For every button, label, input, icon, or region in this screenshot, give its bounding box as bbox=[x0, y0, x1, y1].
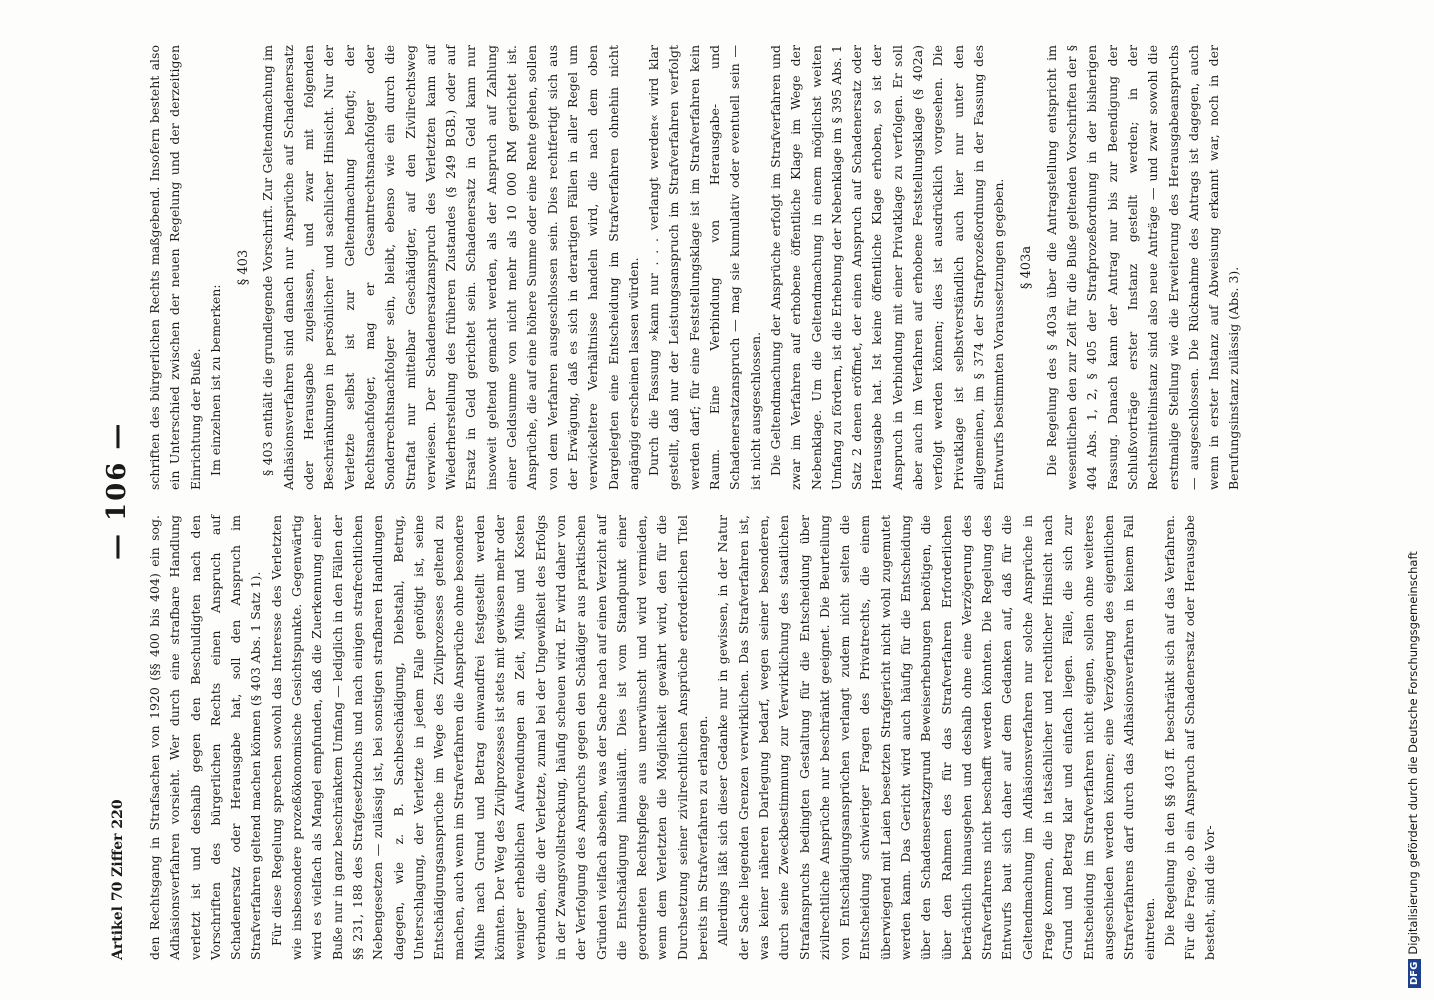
digitization-footer bbox=[1400, 0, 1430, 1000]
paragraph: Die Regelung in den §§ 403 ff. beschränkt sich auf das Verfahren. Für die Frage, ob ein Anspruch auf Schadenersatz oder Herausgabe besteht, sind die Vor- bbox=[1161, 515, 1218, 960]
article-reference: Artikel 70 Ziffer 220 bbox=[110, 799, 126, 960]
paragraph: § 403 enthält die grundlegende Vorschrift. Zur Geltendmachung im Adhäsionsverfahren sind danach nur Ansprüche auf Schadenersatz oder Herausgabe zugelassen, und zwar mit folgenden Beschränkungen in persönlicher und sachlicher Hinsicht. Nur der Verletzte selbst ist zur Geltendmachung befugt; der Rechtsnachfolger, mag er Gesamtrechtsnachfolger oder Sonderrechtsnachfolger sein, bleibt, ebenso wie ein durch die Straftat nur mittelbar Geschädigter, auf den Zivilrechtsweg verwiesen. Der Schadenersatzanspruch des Verletzten kann auf Wiederherstellung des früheren Zustandes (§ 249 BGB.) oder auf Ersatz in Geld gerichtet sein. Schadenersatz in Geld kann nur insoweit geltend gemacht werden, als der Anspruch auf Zahlung einer Geldsumme von nicht mehr als 10 000 RM gerichtet ist. Ansprüche, die auf eine höhere Summe oder eine Rente gehen, sollen von dem Verfahren ausgeschlossen sein. Dies rechtfertigt sich aus der Erwägung, daß es sich in derartigen Fällen in aller Regel um verwickeltere Verhältnisse handeln wird, die nach dem oben Dargelegten eine Entscheidung im Strafverfahren ohnehin nicht angängig erscheinen lassen würden. bbox=[260, 45, 641, 490]
paragraph: Die Regelung des § 403a über die Antragstellung entspricht im wesentlichen den zur Zeit für die Buße geltenden Vorschriften der § 404 Abs. 1, 2, § 405 der Strafprozeßordnung in der bisherigen Fassung. Danach kann der Antrag nur bis zur Beendigung der Schlußvorträge erster Instanz gestellt werden; in der Rechtsmittelinstanz sind also neue Anträge — und zwar sowohl die erstmalige Stellung wie die Erweiterung des Herausgabeanspruchs — ausgeschlossen. Die Rücknahme des Antrags ist dagegen, auch wenn in erster Instanz auf Abweisung erkannt war, noch in der Berufungsinstanz zulässig (Abs. 3). bbox=[1043, 45, 1242, 490]
right-text-column bbox=[145, 45, 1245, 490]
paragraph: Im einzelnen ist zu bemerken: bbox=[207, 284, 223, 476]
section-heading: § 403a bbox=[1019, 245, 1035, 290]
paragraph: den Rechtsgang in Strafsachen von 1920 (§§ 400 bis 404) ein sog. Adhäsionsverfahren vorsieht. Wer durch eine strafbare Handlung verletzt ist und deshalb gegen den Beschuldigten nach den Vorschriften des bürgerlichen Rechts einen Anspruch auf Schadenersatz oder Herausgabe hat, soll den Anspruch im Strafverfahren geltend machen können (§ 403 Abs. 1 Satz 1). bbox=[147, 515, 264, 960]
paragraph: schriften des bürgerlichen Rechts maßgebend. Insofern besteht also ein Unterschied zwischen der neuen Regelung und der derzeitigen Einrichtung der Buße. bbox=[147, 45, 203, 490]
footer-credit bbox=[1406, 551, 1421, 988]
left-text-column bbox=[145, 515, 1221, 960]
paragraph: Die Geltendmachung der Ansprüche erfolgt im Strafverfahren und zwar im Verfahren auf erhobene öffentliche Klage im Wege der Nebenklage. Um die Geltendmachung in einem möglichst weiten Umfang zu fördern, ist die Erhebung der Nebenklage im § 395 Abs. 1 Satz 2 denen eröffnet, der einen Anspruch auf Schadenersatz oder Herausgabe hat. Ist keine öffentliche Klage erhoben, so ist der Anspruch in Verbindung mit einer Privatklage zu verfolgen. Er soll aber auch im Verfahren auf erhobene Feststellungsklage (§ 402a) verfolgt werden können; dies ist ausdrücklich vorgesehen. Die Privatklage ist selbstverständlich auch hier nur unter den allgemeinen, im § 374 der Strafprozeßordnung in der Fassung des Entwurfs bestimmten Voraussetzungen gegeben. bbox=[767, 45, 1007, 490]
page-header bbox=[102, 0, 138, 1000]
page-number: — 106 — bbox=[102, 421, 132, 560]
footer-text: Digitalisierung gefördert durch die Deutsche Forschungsgemeinschaft bbox=[1406, 551, 1420, 955]
paragraph: Durch die Fassung »kann nur . . . verlangt werden« wird klar gestellt, daß nur der Leistungsanspruch im Strafverfahren verfolgt werden darf; für eine Feststellungsklage ist im Strafverfahren kein Raum. Eine Verbindung von Herausgabe- und Schadenersatzanspruch — mag sie kumulativ oder eventuell sein — ist nicht ausgeschlossen. bbox=[646, 45, 763, 490]
paragraph: Für diese Regelung sprechen sowohl das Interesse des Verletzten wie insbesondere prozeßökonomische Gesichtspunkte. Gegenwärtig wird es vielfach als Mangel empfunden, daß die Zuerkennung einer Buße nur in ganz beschränktem Umfang — lediglich in den Fällen der §§ 231, 188 des Strafgesetzbuchs und nach einigen strafrechtlichen Nebengesetzen — zulässig ist, bei sonstigen strafbaren Handlungen dagegen, wie z. B. Sachbeschädigung, Diebstahl, Betrug, Unterschlagung, der Verletzte in jedem Falle genötigt ist, seine Entschädigungsansprüche im Wege des Zivilprozesses geltend zu machen, auch wenn im Strafverfahren die Ansprüche ohne besondere Mühe nach Grund und Betrag einwandfrei festgestellt werden könnten. Der Weg des Zivilprozesses ist stets mit gewissen mehr oder weniger erheblichen Aufwendungen an Zeit, Mühe und Kosten verbunden, die der Verletzte, zumal bei der Ungewißheit des Erfolgs in der Zwangsvollstreckung, häufig scheuen wird. Er wird daher von der Verfolgung des Anspruchs gegen den Schädiger aus praktischen Gründen vielfach absehen, was der Sache nach auf einen Verzicht auf die Entschädigung hinausläuft. Dies ist vom Standpunkt einer geordneten Rechtspflege aus unerwünscht und wird vermieden, wenn dem Verletzten die Möglichkeit gewährt wird, den für die Durchsetzung seiner zivilrechtlichen Ansprüche erforderlichen Titel bereits im Strafverfahren zu erlangen. bbox=[268, 515, 711, 960]
paragraph: Allerdings läßt sich dieser Gedanke nur in gewissen, in der Natur der Sache liegenden Grenzen verwirklichen. Das Strafverfahren ist, was keiner näheren Darlegung bedarf, wegen seiner besonderen, durch seine Zweckbestimmung zur Verwirklichung des staatlichen Strafanspruchs bedingten Gestaltung für die Entscheidung über zivilrechtliche Ansprüche nur beschränkt geeignet. Die Beurteilung von Entschädigungsansprüchen verlangt zudem nicht selten die Entscheidung schwieriger Fragen des Privatrechts, die einem überwiegend mit Laien besetzten Strafgericht nicht wohl zugemutet werden kann. Das Gericht wird auch häufig für die Entscheidung über den Schadensersatzgrund Beweiserhebungen benötigen, die über den Rahmen des für das Strafverfahren Erforderlichen beträchtlich hinausgehen und deshalb ohne eine Verzögerung des Strafverfahrens nicht beschafft werden könnten. Die Regelung des Entwurfs baut sich daher auf dem Gedanken auf, daß für die Geltendmachung im Adhäsionsverfahren nur solche Ansprüche in Frage kommen, die in tatsächlicher und rechtlicher Hinsicht nach Grund und Betrag klar und einfach liegen. Fälle, die sich zur Entscheidung im Strafverfahren nicht eignen, sollen ohne weiteres ausgeschieden werden können; eine Verzögerung des eigentlichen Strafverfahrens darf durch das Adhäsionsverfahren in keinem Fall eintreten. bbox=[715, 515, 1157, 960]
section-heading: § 403 bbox=[236, 249, 252, 286]
dfg-logo: DFG bbox=[1408, 959, 1421, 988]
